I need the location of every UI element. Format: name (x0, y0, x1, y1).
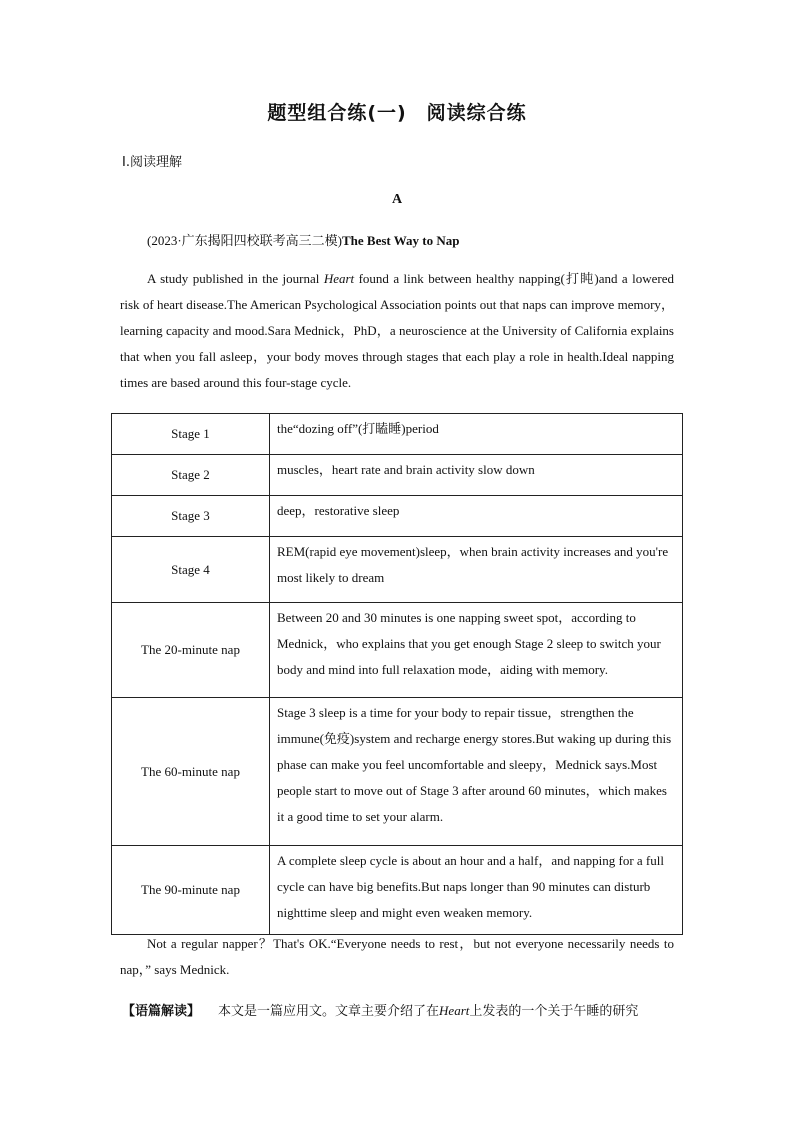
analysis-part-b: 上发表的一个关于午睡的研究 (469, 1004, 639, 1019)
paragraph-1 (120, 266, 674, 396)
table-row (112, 414, 683, 455)
analysis-tag: 【语篇解读】 (122, 1004, 201, 1019)
row-label: Stage 1 (112, 414, 270, 455)
section-heading: Ⅰ.阅读理解 (122, 155, 182, 170)
paragraph-1-part-a: A study published in the journal (147, 271, 324, 286)
page-title: 题型组合练(一) 阅读综合练 (267, 102, 527, 124)
row-description: Stage 3 sleep is a time for your body to repair tissue，strengthen the immune(免疫)system and recharge energy stores.But waking up during this phase can make you feel uncomfortable and sleepy，Mednick says.Most people start to move out of Stage 3 after around 60 minutes，which makes it a good time to set your alarm. (270, 698, 683, 846)
table-row (112, 846, 683, 935)
table-row (112, 455, 683, 496)
passage-source (147, 230, 460, 249)
paragraph-1-part-b: found a link between healthy napping(打盹)and a lowered risk of heart disease.The American Psychological Association points out that naps can improve memory，learning capacity and mood.Sara Mednick，PhD，a neuroscience at the University of California explains that when you fall asleep，your body moves through stages that each play a role in health.Ideal napping times are based around this four-stage cycle. (120, 271, 674, 390)
journal-name: Heart (323, 271, 355, 286)
analysis-line (122, 1000, 676, 1019)
row-label: The 90-minute nap (112, 846, 270, 935)
row-description: muscles，heart rate and brain activity slow down (270, 455, 683, 496)
row-label: The 60-minute nap (112, 698, 270, 846)
analysis-part-a: 本文是一篇应用文。文章主要介绍了在 (218, 1004, 440, 1019)
row-description: REM(rapid eye movement)sleep，when brain activity increases and you're most likely to dream (270, 537, 683, 603)
paragraph-2: Not a regular napper？That's OK.“Everyone needs to rest，but not everyone necessarily needs to nap，” says Mednick. (120, 936, 674, 977)
row-description: the“dozing off”(打瞌睡)period (270, 414, 683, 455)
row-label: The 20-minute nap (112, 603, 270, 698)
row-label: Stage 3 (112, 496, 270, 537)
row-description: A complete sleep cycle is about an hour and a half，and napping for a full cycle can have big benefits.But naps longer than 90 minutes can disturb nighttime sleep and might even weaken memory. (270, 846, 683, 935)
table-row (112, 603, 683, 698)
source-prefix: (2023·广东揭阳四校联考高三二模) (147, 233, 342, 248)
analysis-journal: Heart (439, 1003, 470, 1018)
row-description: deep，restorative sleep (270, 496, 683, 537)
row-label: Stage 4 (112, 537, 270, 603)
passage-letter: A (391, 192, 403, 207)
table-row (112, 496, 683, 537)
stages-table (111, 413, 683, 935)
table-row (112, 698, 683, 846)
row-label: Stage 2 (112, 455, 270, 496)
passage-title: The Best Way to Nap (342, 233, 460, 248)
table-row (112, 537, 683, 603)
row-description: Between 20 and 30 minutes is one napping sweet spot，according to Mednick，who explains that you get enough Stage 2 sleep to switch your body and mind into full relaxation mode，aiding with memory. (270, 603, 683, 698)
